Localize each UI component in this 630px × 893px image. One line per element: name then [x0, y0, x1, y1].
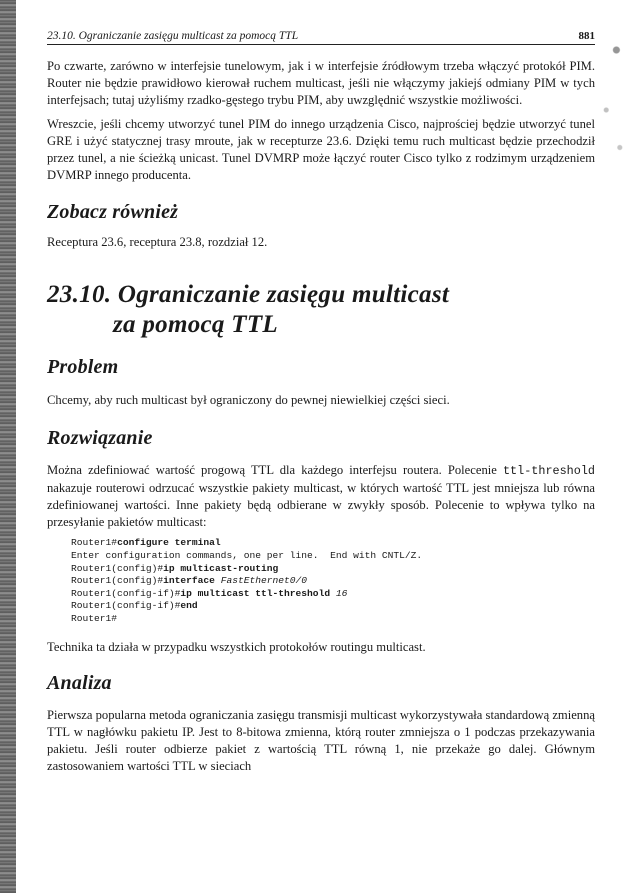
- see-also-heading: Zobacz również: [47, 200, 179, 223]
- section-title: [47, 280, 595, 340]
- see-also-text: Receptura 23.6, receptura 23.8, rozdział 12.: [47, 234, 268, 249]
- solution-heading: Rozwiązanie: [47, 427, 153, 450]
- code-line: Router1#: [71, 612, 118, 624]
- problem-heading: Problem: [47, 356, 119, 379]
- analysis-text: Pierwsza popularna metoda ograniczania zasięgu transmisji multicast wykorzystywała standardową zmienną TTL w nagłówku pakietu IP. Jest to 8-bitowa zmienna, którą router zmniejsza o 1 podczas przekazywania pakietu. Jeśli router odbierze pakiet z wartością TTL równą 1, nie przekaże go dalej. Głównym zastosowaniem wartości TTL w sieciach: [47, 708, 595, 773]
- code-line: Router1(config)#ip multicast-routing: [71, 562, 279, 574]
- intro-paragraph-1: Po czwarte, zarówno w interfejsie tunelowym, jak i w interfejsie źródłowym trzeba włączyć protokół PIM. Router nie będzie prawidłowo kierował ruchem multicast, jeśli nie włączymy jakiejś odmiany PIM w tych interfejsach; tutaj użyliśmy rzadko-gęstego trybu PIM, aby uwzględnić wszystkie możliwości.: [47, 59, 595, 107]
- analysis-heading: Analiza: [47, 672, 112, 695]
- code-line: Router1#configure terminal: [71, 537, 221, 549]
- running-head-title: 23.10. Ograniczanie zasięgu multicast za pomocą TTL: [47, 30, 299, 42]
- running-head: [47, 30, 595, 45]
- solution-text-start: Można zdefiniować wartość progową TTL dla każdego interfejsu routera. Polecenie: [47, 463, 503, 478]
- intro-paragraph-2: Wreszcie, jeśli chcemy utworzyć tunel PIM do innego urządzenia Cisco, najprościej będzie utworzyć tunel GRE i użyć statycznej trasy mroute, jak w recepturze 23.6. Dzięki temu ruch multicast będzie przechodził przez tunel, a nie ścieżką unicast. Tunel DVMRP może łączyć router Cisco tylko z rodzimym urządzeniem DVMRP innego producenta.: [47, 117, 595, 182]
- solution-text-end: nakazuje routerowi odrzucać wszystkie pakiety multicast, w których wartość TTL jest mniejsza lub równa zdefiniowanej wartości. Inne pakiety będą odbierane w zwykły sposób. Polecenie to wpływa tylko na przesyłanie pakietów multicast:: [47, 480, 595, 529]
- solution-paragraph: [47, 462, 595, 530]
- book-page: [47, 30, 595, 775]
- solution-note: Technika ta działa w przypadku wszystkich protokołów routingu multicast.: [47, 639, 426, 654]
- problem-text: Chcemy, aby ruch multicast był ograniczony do pewnej niewielkiej części sieci.: [47, 393, 450, 408]
- code-line: Router1(config-if)#end: [71, 600, 198, 612]
- page-number: 881: [578, 30, 595, 42]
- scan-binding-shadow: [0, 0, 16, 893]
- code-line: Router1(config)#interface FastEthernet0/0: [71, 575, 308, 587]
- code-listing: [47, 537, 595, 625]
- section-title-line-1: 23.10. Ograniczanie zasięgu multicast: [47, 281, 450, 309]
- ttl-threshold-code: ttl-threshold: [502, 464, 595, 479]
- scan-noise: [596, 20, 630, 170]
- section-title-line-2: za pomocą TTL: [113, 311, 278, 339]
- code-line: Router1(config-if)#ip multicast ttl-threshold 16: [71, 587, 348, 599]
- code-line: Enter configuration commands, one per line. End with CNTL/Z.: [71, 549, 423, 561]
